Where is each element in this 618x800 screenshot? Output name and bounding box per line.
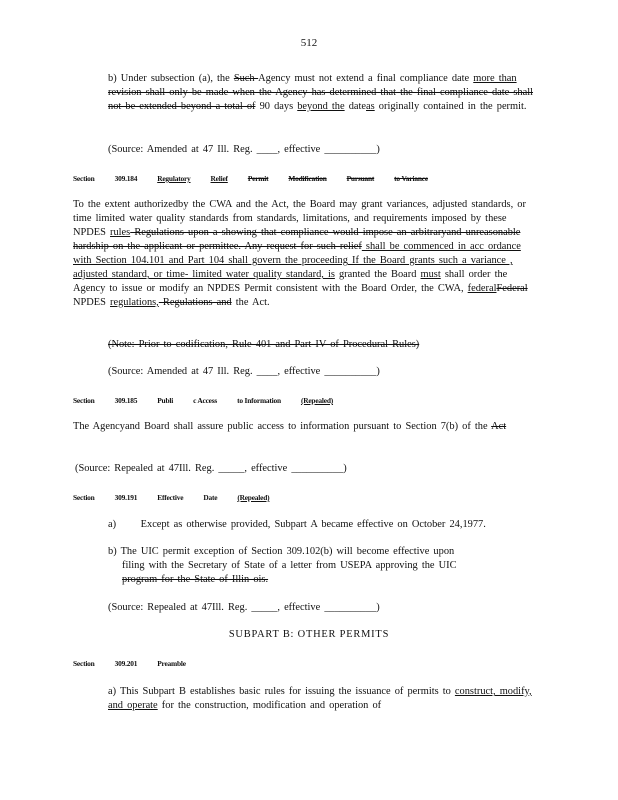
inserted-text: must [420, 269, 441, 280]
text-run: b) Under subsection (a), the [108, 73, 234, 84]
inserted-text: more than [473, 73, 517, 84]
inserted-text: as [366, 101, 375, 112]
text-run: a) This Subpart B establishes basic rules for issuing [108, 686, 339, 697]
inserted-text: beyond the [297, 101, 345, 112]
source-note-amended-2: (Source: Amended at 47 Ill. Reg. ____, effective __________) [108, 366, 380, 377]
text-run: filing with the Secretary [122, 560, 228, 571]
deleted-text: Such [233, 73, 259, 84]
text-run: To the extent authorized [73, 199, 179, 210]
section-heading-309-184: Section 309.184 Regulatory Relief Permit Modification Pursuant to Variance [73, 174, 428, 183]
paragraph-preamble [108, 685, 536, 713]
paragraph-variance [73, 198, 535, 310]
inserted-text: federal [467, 283, 497, 294]
text-run: the Act. [231, 297, 270, 308]
text-run: The Agency [73, 421, 125, 432]
deleted-text: and unreasonable hardship on the applicant or permittee. Any request for such relief [73, 227, 521, 252]
text-run: originally contained in the permit. [374, 101, 527, 112]
inserted-text: rules [110, 227, 131, 238]
paragraph-public-access [73, 420, 535, 434]
inserted-text: the issuance of [338, 686, 404, 697]
paragraph-effective-date-b [108, 545, 536, 587]
paragraph-effective-date-a: a) Except as otherwise provided, Subpart A became effective on October 24,1977. [108, 519, 486, 530]
text-run: granted the Board [334, 269, 421, 280]
text-run: of State of a letter from USEPA approving the UIC [231, 560, 457, 571]
deleted-text: Act [491, 421, 507, 432]
deleted-text: and [212, 297, 232, 308]
text-run: and Board shall assure public access to information pursuant to Section 7(b) of the [125, 421, 492, 432]
source-note-amended-1: (Source: Amended at 47 Ill. Reg. ____, effective __________) [108, 144, 380, 155]
deleted-text: revision shall only be made when the Agency has determined that the final compliance date shall not be extended beyond a total of [108, 87, 534, 112]
subpart-b-heading: SUBPART B: OTHER PERMITS [228, 629, 390, 640]
page-number: 512 [300, 37, 318, 49]
text-run: 90 days [255, 101, 298, 112]
inserted-text: shall be commenced in acc ordance with Section 104.101 and Part 104 shall govern the proceeding [73, 241, 521, 266]
deleted-text: Regulations upon a showing that compliance would impose an arbitrary [130, 227, 447, 238]
text-run: for the construction, modification and operation of [157, 700, 382, 711]
paragraph-b-extension [108, 72, 536, 114]
deleted-text: program for the State of Illin ois. [122, 574, 269, 585]
procedural-note: (Note: Prior to codification, Rule 401 and Part IV of Procedural Rules) [108, 339, 420, 350]
text-run: NPDES [73, 297, 111, 308]
source-note-repealed-1: (Source: Repealed at 47Ill. Reg. _____, effective __________) [75, 463, 347, 474]
text-run: shall order the Agency to issue or modify an NPDES Permit consistent with the Board Order, the CWA, [73, 269, 508, 294]
source-note-repealed-2: (Source: Repealed at 47Ill. Reg. _____, effective __________) [108, 602, 380, 613]
section-heading-309-191: Section 309.191 Effective Date (Repealed) [73, 493, 270, 502]
inserted-text: If the Board grants such a variance , adjusted standard, or time- limited water quality standard, is [73, 255, 513, 280]
inserted-text: regulations, [110, 297, 159, 308]
section-heading-309-185: Section 309.185 Publi c Access to Information (Repealed) [73, 396, 334, 405]
deleted-text: Regulations [158, 297, 213, 308]
text-run: by the CWA and the Act, the Board may grant variances, adjusted standards, or time limited water quality standards from standards, limitations, and requirements imposed by these NPDES [73, 199, 526, 238]
text-run: permits to [403, 686, 455, 697]
section-heading-309-201: Section 309.201 Preamble [73, 659, 186, 668]
text-run: Agency must not extend a final compliance date [258, 73, 474, 84]
text-line: b) The UIC permit exception of Section 309.102(b) will become effective upon [108, 546, 455, 557]
deleted-text: Federal [496, 283, 528, 294]
inserted-text: construct, modify, and operate [108, 686, 532, 711]
text-run: date [344, 101, 367, 112]
